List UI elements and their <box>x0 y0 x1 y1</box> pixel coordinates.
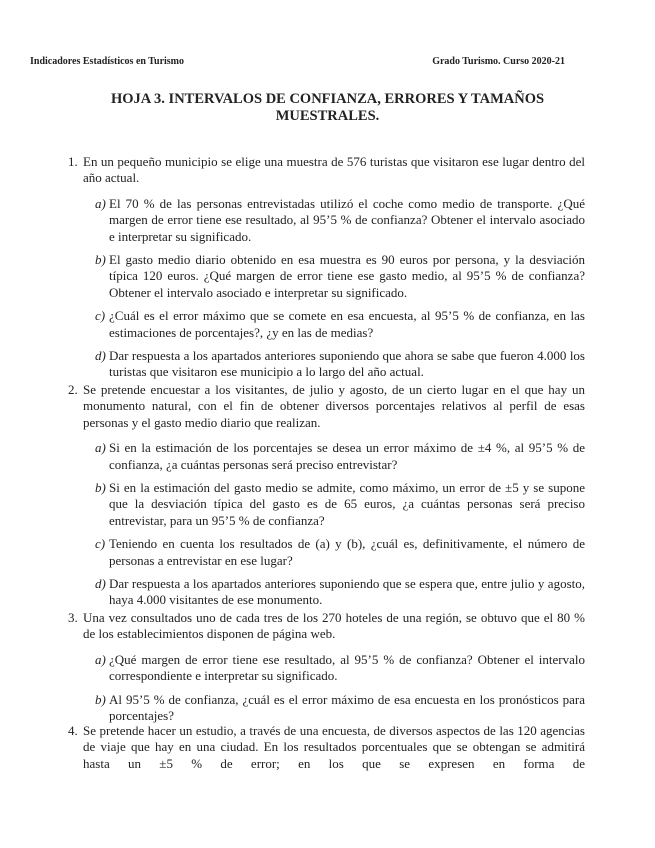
question-number: 1. <box>68 154 78 169</box>
subquestion-label: b) <box>95 691 106 707</box>
subquestion-text: Dar respuesta a los apartados anteriores suponiendo que se espera que, entre julio y agosto, haya 4.000 visitantes de ese monumento. <box>109 576 585 608</box>
subquestion-label: a) <box>95 651 106 667</box>
subquestion-label: d) <box>95 348 106 364</box>
subquestion <box>95 651 585 685</box>
subquestion-text: ¿Cuál es el error máximo que se comete en esa encuesta, al 95’5 % de confianza, en las estimaciones de porcentajes?, ¿y en las de medias? <box>109 308 585 340</box>
subquestion-label: c) <box>95 308 106 324</box>
question-1 <box>68 154 585 381</box>
subquestion <box>95 195 585 245</box>
subquestion <box>95 576 585 609</box>
subquestion <box>95 440 585 473</box>
subquestion-label: a) <box>95 440 106 456</box>
question-text: En un pequeño municipio se elige una muestra de 576 turistas que visitaron ese lugar dentro del año actual. <box>83 154 585 186</box>
subquestion-list <box>68 652 585 725</box>
subquestion <box>95 480 585 529</box>
running-header-right: Grado Turismo. Curso 2020-21 <box>432 56 565 67</box>
page-title: HOJA 3. INTERVALOS DE CONFIANZA, ERRORES Y TAMAÑOS MUESTRALES. <box>110 91 545 124</box>
question-number: 2. <box>68 382 78 397</box>
question-number: 3. <box>68 610 78 625</box>
question-3 <box>68 610 585 724</box>
question-number: 4. <box>68 723 78 738</box>
question-2 <box>68 382 585 609</box>
subquestion-text: Al 95’5 % de confianza, ¿cuál es el error máximo de esa encuesta en los pronósticos para porcentajes? <box>109 691 585 724</box>
subquestion-label: c) <box>95 536 106 552</box>
question-text: Se pretende encuestar a los visitantes, de julio y agosto, de un cierto lugar en el que hay un monumento natural, con el fin de obtener diversos porcentajes relativos al perfil de esas personas y el gasto medio diario que realizan. <box>83 382 585 430</box>
subquestion-label: a) <box>95 195 106 211</box>
subquestion-text: Teniendo en cuenta los resultados de (a) y (b), ¿cuál es, definitivamente, el número de personas a entrevistar en ese lugar? <box>109 536 585 568</box>
subquestion-text: El 70 % de las personas entrevistadas utilizó el coche como medio de transporte. ¿Qué margen de error tiene ese resultado, al 95’5 % de confianza? Obtener el intervalo asociado e interpretar su significado. <box>109 195 585 244</box>
subquestion-text: El gasto medio diario obtenido en esa muestra es 90 euros por persona, y la desviación típica 120 euros. ¿Qué margen de error tiene ese gasto medio, al 95’5 % de confianza? Obtener el intervalo asociado e interpretar su significado. <box>109 252 585 300</box>
question-text: Una vez consultados uno de cada tres de los 270 hoteles de una región, se obtuvo que el 80 % de los establecimientos disponen de página web. <box>83 610 585 642</box>
question-text: Se pretende hacer un estudio, a través de una encuesta, de diversos aspectos de las 120 agencias de viaje que hay en una ciudad. En los resultados porcentuales que se obtengan se admitirá hasta un ±5 % de error; en los que se expresen en forma de <box>83 723 585 771</box>
subquestion-list <box>68 440 585 609</box>
subquestion <box>95 348 585 381</box>
subquestion-list <box>68 196 585 381</box>
subquestion-text: Si en la estimación del gasto medio se admite, como máximo, un error de ±5 y se supone que la desviación típica del gasto es de 65 euros, ¿a cuántas personas será preciso entrevistar, para un 95’5 % de confianza? <box>109 480 585 528</box>
subquestion-text: ¿Qué margen de error tiene ese resultado, al 95’5 % de confianza? Obtener el intervalo correspondiente e interpretar su significado. <box>109 651 585 684</box>
subquestion <box>95 691 585 725</box>
subquestion-label: d) <box>95 576 106 592</box>
subquestion <box>95 536 585 569</box>
subquestion <box>95 308 585 341</box>
subquestion <box>95 252 585 301</box>
subquestion-text: Si en la estimación de los porcentajes se desea un error máximo de ±4 %, al 95’5 % de confianza, ¿a cuántas personas será preciso entrevistar? <box>109 440 585 472</box>
subquestion-label: b) <box>95 480 106 496</box>
subquestion-label: b) <box>95 252 106 268</box>
running-header-left: Indicadores Estadísticos en Turismo <box>30 56 185 67</box>
question-4 <box>68 723 585 772</box>
subquestion-text: Dar respuesta a los apartados anteriores suponiendo que ahora se sabe que fueron 4.000 los turistas que visitaron ese municipio a lo largo del año actual. <box>109 348 585 380</box>
